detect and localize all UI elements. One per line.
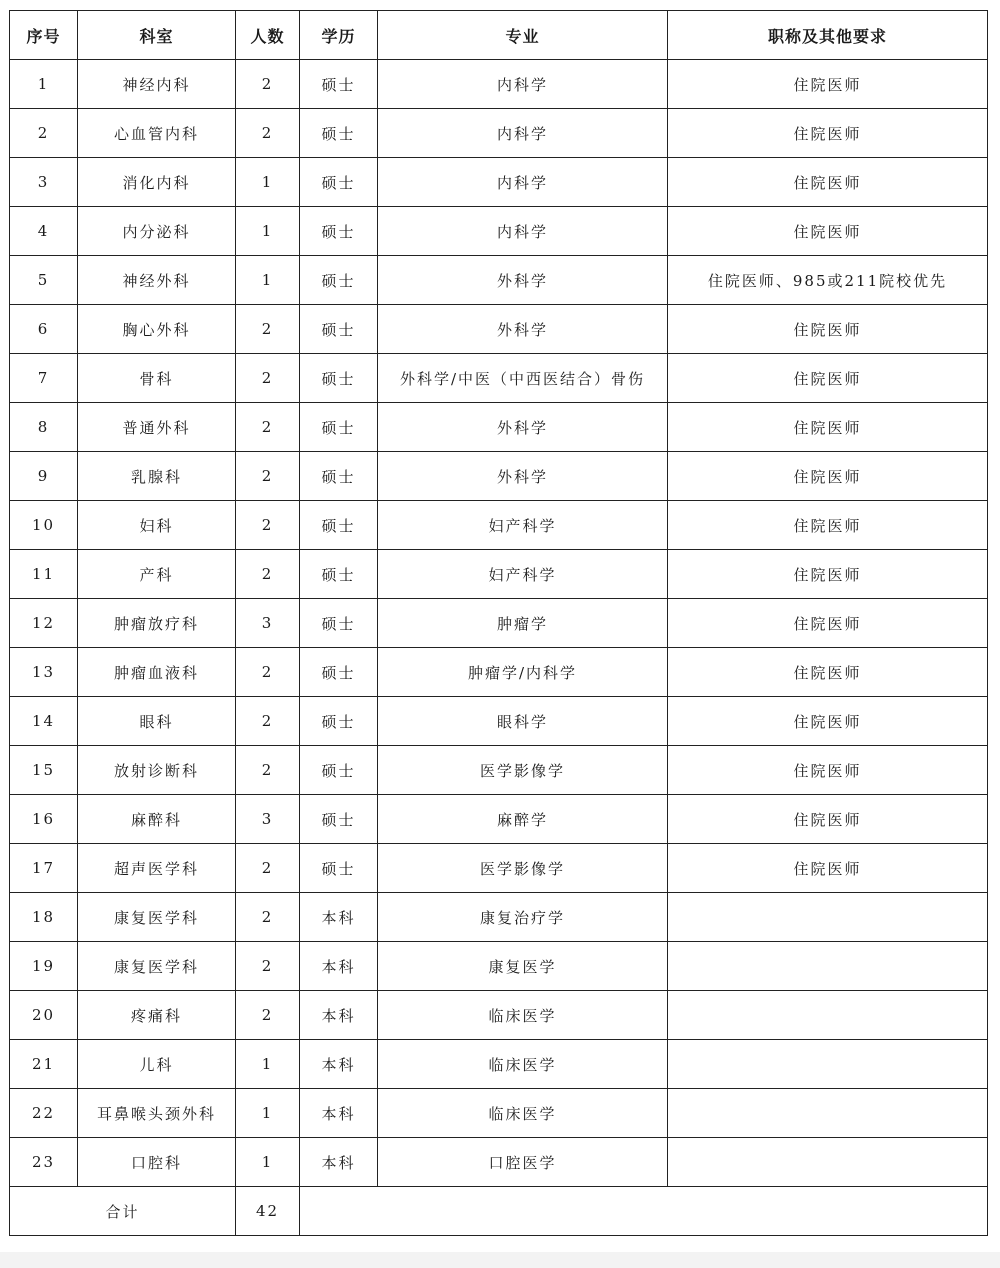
cell-dept: 消化内科 (78, 158, 236, 207)
cell-edu: 硕士 (300, 256, 378, 305)
cell-major: 麻醉学 (378, 795, 668, 844)
cell-dept: 放射诊断科 (78, 746, 236, 795)
cell-edu: 硕士 (300, 354, 378, 403)
cell-count: 2 (236, 991, 300, 1040)
cell-major: 妇产科学 (378, 501, 668, 550)
cell-dept: 妇科 (78, 501, 236, 550)
cell-req: 住院医师 (668, 501, 988, 550)
cell-count: 1 (236, 158, 300, 207)
cell-major: 妇产科学 (378, 550, 668, 599)
cell-no: 19 (10, 942, 78, 991)
cell-no: 9 (10, 452, 78, 501)
table-body (10, 60, 988, 1187)
cell-req: 住院医师 (668, 354, 988, 403)
cell-dept: 产科 (78, 550, 236, 599)
cell-count: 2 (236, 452, 300, 501)
cell-major: 肿瘤学 (378, 599, 668, 648)
table-row (10, 354, 988, 403)
header-count: 人数 (236, 11, 300, 60)
table-row (10, 844, 988, 893)
cell-major: 外科学 (378, 305, 668, 354)
cell-no: 15 (10, 746, 78, 795)
cell-count: 3 (236, 795, 300, 844)
table-row (10, 991, 988, 1040)
cell-no: 12 (10, 599, 78, 648)
cell-edu: 硕士 (300, 452, 378, 501)
cell-no: 16 (10, 795, 78, 844)
cell-req: 住院医师 (668, 550, 988, 599)
cell-edu: 硕士 (300, 501, 378, 550)
total-count: 42 (236, 1187, 300, 1236)
table-row (10, 256, 988, 305)
table-row (10, 893, 988, 942)
cell-edu: 硕士 (300, 403, 378, 452)
header-major: 专业 (378, 11, 668, 60)
cell-req: 住院医师 (668, 60, 988, 109)
table-row (10, 746, 988, 795)
cell-no: 6 (10, 305, 78, 354)
cell-dept: 儿科 (78, 1040, 236, 1089)
total-label: 合计 (10, 1187, 236, 1236)
cell-edu: 硕士 (300, 648, 378, 697)
cell-no: 17 (10, 844, 78, 893)
cell-major: 内科学 (378, 158, 668, 207)
cell-edu: 硕士 (300, 697, 378, 746)
cell-count: 2 (236, 648, 300, 697)
cell-edu: 硕士 (300, 550, 378, 599)
cell-no: 8 (10, 403, 78, 452)
cell-req (668, 1138, 988, 1187)
cell-major: 医学影像学 (378, 746, 668, 795)
cell-major: 外科学 (378, 403, 668, 452)
cell-no: 3 (10, 158, 78, 207)
cell-major: 临床医学 (378, 991, 668, 1040)
cell-major: 医学影像学 (378, 844, 668, 893)
cell-no: 11 (10, 550, 78, 599)
cell-dept: 麻醉科 (78, 795, 236, 844)
cell-req: 住院医师 (668, 452, 988, 501)
cell-count: 2 (236, 746, 300, 795)
cell-edu: 硕士 (300, 60, 378, 109)
cell-count: 2 (236, 550, 300, 599)
header-no: 序号 (10, 11, 78, 60)
cell-dept: 康复医学科 (78, 942, 236, 991)
total-empty (300, 1187, 988, 1236)
cell-no: 13 (10, 648, 78, 697)
cell-no: 1 (10, 60, 78, 109)
total-row (10, 1187, 988, 1236)
cell-count: 2 (236, 109, 300, 158)
cell-no: 14 (10, 697, 78, 746)
cell-count: 2 (236, 403, 300, 452)
cell-dept: 普通外科 (78, 403, 236, 452)
table-row (10, 207, 988, 256)
cell-edu: 硕士 (300, 305, 378, 354)
cell-edu: 本科 (300, 1040, 378, 1089)
cell-req: 住院医师 (668, 648, 988, 697)
table-row (10, 648, 988, 697)
table-row (10, 501, 988, 550)
cell-count: 2 (236, 354, 300, 403)
cell-req (668, 893, 988, 942)
cell-no: 23 (10, 1138, 78, 1187)
cell-req: 住院医师 (668, 599, 988, 648)
cell-req: 住院医师 (668, 844, 988, 893)
cell-count: 2 (236, 942, 300, 991)
cell-no: 18 (10, 893, 78, 942)
cell-req (668, 991, 988, 1040)
table-row (10, 1138, 988, 1187)
cell-major: 外科学 (378, 256, 668, 305)
table-row (10, 452, 988, 501)
cell-major: 内科学 (378, 109, 668, 158)
cell-dept: 肿瘤放疗科 (78, 599, 236, 648)
cell-count: 1 (236, 1138, 300, 1187)
cell-count: 3 (236, 599, 300, 648)
cell-dept: 超声医学科 (78, 844, 236, 893)
cell-dept: 疼痛科 (78, 991, 236, 1040)
cell-major: 康复医学 (378, 942, 668, 991)
table-row (10, 1040, 988, 1089)
cell-count: 2 (236, 305, 300, 354)
cell-no: 10 (10, 501, 78, 550)
table-row (10, 158, 988, 207)
cell-edu: 硕士 (300, 746, 378, 795)
header-row (10, 11, 988, 60)
table-row (10, 942, 988, 991)
header-req: 职称及其他要求 (668, 11, 988, 60)
cell-no: 22 (10, 1089, 78, 1138)
cell-major: 临床医学 (378, 1040, 668, 1089)
cell-major: 眼科学 (378, 697, 668, 746)
cell-edu: 硕士 (300, 844, 378, 893)
cell-req (668, 942, 988, 991)
cell-major: 肿瘤学/内科学 (378, 648, 668, 697)
cell-req: 住院医师 (668, 158, 988, 207)
cell-dept: 神经内科 (78, 60, 236, 109)
cell-count: 1 (236, 256, 300, 305)
cell-edu: 本科 (300, 1138, 378, 1187)
cell-req (668, 1040, 988, 1089)
cell-major: 外科学 (378, 452, 668, 501)
recruitment-table (9, 10, 988, 1236)
cell-count: 1 (236, 1089, 300, 1138)
cell-no: 2 (10, 109, 78, 158)
cell-count: 2 (236, 844, 300, 893)
cell-req (668, 1089, 988, 1138)
cell-req: 住院医师、985或211院校优先 (668, 256, 988, 305)
cell-edu: 硕士 (300, 599, 378, 648)
cell-req: 住院医师 (668, 109, 988, 158)
header-edu: 学历 (300, 11, 378, 60)
cell-no: 21 (10, 1040, 78, 1089)
cell-no: 7 (10, 354, 78, 403)
cell-dept: 康复医学科 (78, 893, 236, 942)
table-row (10, 697, 988, 746)
cell-dept: 乳腺科 (78, 452, 236, 501)
table-row (10, 305, 988, 354)
cell-edu: 硕士 (300, 795, 378, 844)
cell-req: 住院医师 (668, 207, 988, 256)
cell-count: 1 (236, 1040, 300, 1089)
cell-edu: 本科 (300, 991, 378, 1040)
cell-edu: 硕士 (300, 158, 378, 207)
cell-major: 外科学/中医（中西医结合）骨伤 (378, 354, 668, 403)
table-row (10, 795, 988, 844)
cell-count: 2 (236, 60, 300, 109)
table-row (10, 550, 988, 599)
cell-no: 4 (10, 207, 78, 256)
cell-dept: 心血管内科 (78, 109, 236, 158)
cell-no: 5 (10, 256, 78, 305)
cell-dept: 内分泌科 (78, 207, 236, 256)
cell-edu: 本科 (300, 1089, 378, 1138)
table-row (10, 109, 988, 158)
cell-dept: 耳鼻喉头颈外科 (78, 1089, 236, 1138)
cell-major: 康复治疗学 (378, 893, 668, 942)
cell-dept: 眼科 (78, 697, 236, 746)
cell-count: 1 (236, 207, 300, 256)
cell-edu: 硕士 (300, 109, 378, 158)
cell-dept: 肿瘤血液科 (78, 648, 236, 697)
cell-edu: 本科 (300, 893, 378, 942)
cell-dept: 神经外科 (78, 256, 236, 305)
cell-req: 住院医师 (668, 305, 988, 354)
cell-req: 住院医师 (668, 697, 988, 746)
cell-major: 内科学 (378, 60, 668, 109)
table-row (10, 60, 988, 109)
cell-count: 2 (236, 893, 300, 942)
cell-dept: 口腔科 (78, 1138, 236, 1187)
table-row (10, 599, 988, 648)
cell-no: 20 (10, 991, 78, 1040)
cell-major: 口腔医学 (378, 1138, 668, 1187)
cell-edu: 硕士 (300, 207, 378, 256)
page-bottom-strip (0, 1252, 1000, 1268)
cell-dept: 胸心外科 (78, 305, 236, 354)
cell-req: 住院医师 (668, 403, 988, 452)
header-dept: 科室 (78, 11, 236, 60)
table-row (10, 1089, 988, 1138)
cell-major: 临床医学 (378, 1089, 668, 1138)
cell-req: 住院医师 (668, 795, 988, 844)
table-row (10, 403, 988, 452)
cell-count: 2 (236, 501, 300, 550)
cell-dept: 骨科 (78, 354, 236, 403)
cell-edu: 本科 (300, 942, 378, 991)
cell-count: 2 (236, 697, 300, 746)
cell-req: 住院医师 (668, 746, 988, 795)
cell-major: 内科学 (378, 207, 668, 256)
